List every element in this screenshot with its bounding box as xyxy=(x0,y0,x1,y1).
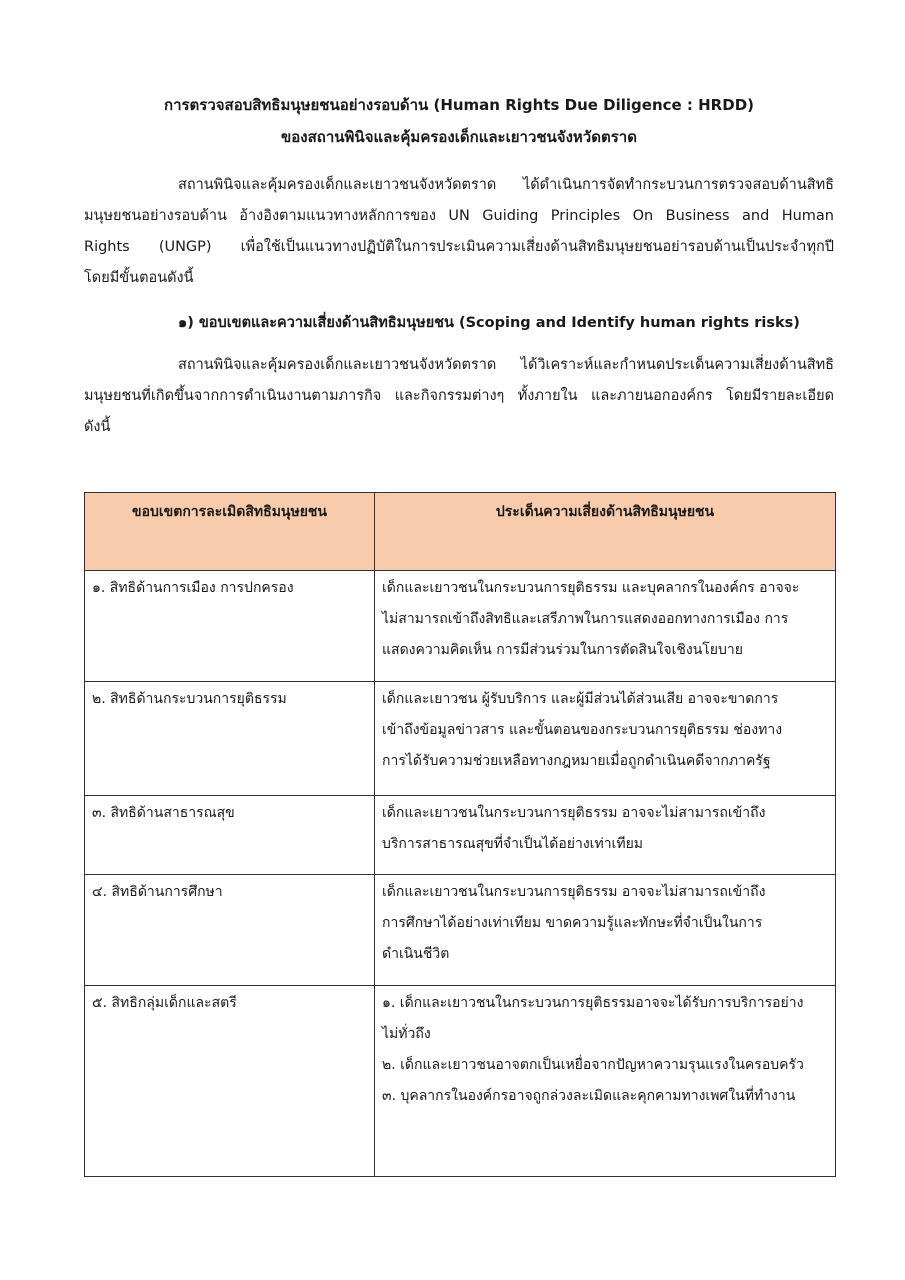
table-row xyxy=(85,986,836,1177)
table-header-row xyxy=(85,493,836,571)
header-risk: ประเด็นความเสี่ยงด้านสิทธิมนุษยชน xyxy=(375,493,836,571)
risk-line: ไม่สามารถเข้าถึงสิทธิและเสรีภาพในการแสดงออกทางการเมือง การ xyxy=(382,611,789,627)
risk-line: ๒. เด็กและเยาวชนอาจตกเป็นเหยื่อจากปัญหาความรุนแรงในครอบครัว xyxy=(382,1057,804,1073)
section-heading: ๑) ขอบเขตและความเสี่ยงด้านสิทธิมนุษยชน (Scoping and Identify human rights risks) xyxy=(178,315,800,331)
header-scope: ขอบเขตการละเมิดสิทธิมนุษยชน xyxy=(85,493,375,571)
risk-cell xyxy=(375,986,836,1177)
intro-line: สถานพินิจและคุ้มครองเด็กและเยาวชนจังหวัดตราด ได้ดำเนินการจัดทำกระบวนการตรวจสอบด้านสิทธิ xyxy=(178,177,834,193)
risk-cell xyxy=(375,875,836,986)
section-line: มนุษยชนที่เกิดขึ้นจากการดำเนินงานตามภารกิจ และกิจกรรมต่างๆ ทั้งภายใน และภายนอกองค์กร โดยมีรายละเอียด xyxy=(84,388,834,404)
risk-line: ดำเนินชีวิต xyxy=(382,946,450,962)
section-paragraph xyxy=(84,350,834,443)
document-title-line-2: ของสถานพินิจและคุ้มครองเด็กและเยาวชนจังหวัดตราด xyxy=(281,128,637,146)
table-row xyxy=(85,796,836,875)
scope-text: ๑. สิทธิด้านการเมือง การปกครอง xyxy=(92,580,294,596)
intro-paragraph xyxy=(84,170,834,294)
table-row xyxy=(85,571,836,682)
scope-text: ๒. สิทธิด้านกระบวนการยุติธรรม xyxy=(92,691,287,707)
risk-line: ๑. เด็กและเยาวชนในกระบวนการยุติธรรมอาจจะได้รับการบริการอย่าง xyxy=(382,995,804,1011)
section-line: สถานพินิจและคุ้มครองเด็กและเยาวชนจังหวัดตราด ได้วิเคราะห์และกำหนดประเด็นความเสี่ยงด้านสิทธิ xyxy=(178,357,834,373)
scope-cell xyxy=(85,796,375,875)
risk-line: ๓. บุคลากรในองค์กรอาจถูกล่วงละเมิดและคุกคามทางเพศในที่ทำงาน xyxy=(382,1088,796,1104)
scope-text: ๔. สิทธิด้านการศึกษา xyxy=(92,884,223,900)
intro-line: Rights (UNGP) เพื่อใช้เป็นแนวทางปฏิบัติในการประเมินความเสี่ยงด้านสิทธิมนุษยชนอย่ารอบด้านเป็นประจำทุกปี xyxy=(84,239,834,255)
scope-text: ๓. สิทธิด้านสาธารณสุข xyxy=(92,805,235,821)
risk-cell xyxy=(375,571,836,682)
risk-line: เด็กและเยาวชน ผู้รับบริการ และผู้มีส่วนได้ส่วนเสีย อาจจะขาดการ xyxy=(382,691,779,707)
risk-cell xyxy=(375,796,836,875)
risk-table xyxy=(84,492,836,1177)
scope-cell xyxy=(85,875,375,986)
risk-line: การได้รับความช่วยเหลือทางกฎหมายเมื่อถูกดำเนินคดีจากภาครัฐ xyxy=(382,753,771,769)
risk-cell xyxy=(375,682,836,796)
table-row xyxy=(85,682,836,796)
risk-line: เด็กและเยาวชนในกระบวนการยุติธรรม และบุคลากรในองค์กร อาจจะ xyxy=(382,580,800,596)
risk-line: เด็กและเยาวชนในกระบวนการยุติธรรม อาจจะไม่สามารถเข้าถึง xyxy=(382,805,766,821)
risk-line: เข้าถึงข้อมูลข่าวสาร และขั้นตอนของกระบวนการยุติธรรม ช่องทาง xyxy=(382,722,783,738)
risk-line: ไม่ทั่วถึง xyxy=(382,1026,431,1042)
scope-cell xyxy=(85,682,375,796)
risk-line: บริการสาธารณสุขที่จำเป็นได้อย่างเท่าเทียม xyxy=(382,836,643,852)
risk-line: แสดงความคิดเห็น การมีส่วนร่วมในการตัดสินใจเชิงนโยบาย xyxy=(382,642,743,658)
table-row xyxy=(85,875,836,986)
document-title-line-1: การตรวจสอบสิทธิมนุษยชนอย่างรอบด้าน (Human Rights Due Diligence : HRDD) xyxy=(163,96,754,114)
risk-line: เด็กและเยาวชนในกระบวนการยุติธรรม อาจจะไม่สามารถเข้าถึง xyxy=(382,884,766,900)
intro-line: โดยมีขั้นตอนดังนี้ xyxy=(84,270,194,286)
scope-cell xyxy=(85,571,375,682)
scope-cell xyxy=(85,986,375,1177)
section-line: ดังนี้ xyxy=(84,419,111,435)
intro-line: มนุษยชนอย่างรอบด้าน อ้างอิงตามแนวทางหลักการของ UN Guiding Principles On Business and Human xyxy=(84,208,834,224)
scope-text: ๕. สิทธิกลุ่มเด็กและสตรี xyxy=(92,995,237,1011)
risk-line: การศึกษาได้อย่างเท่าเทียม ขาดความรู้และทักษะที่จำเป็นในการ xyxy=(382,915,763,931)
